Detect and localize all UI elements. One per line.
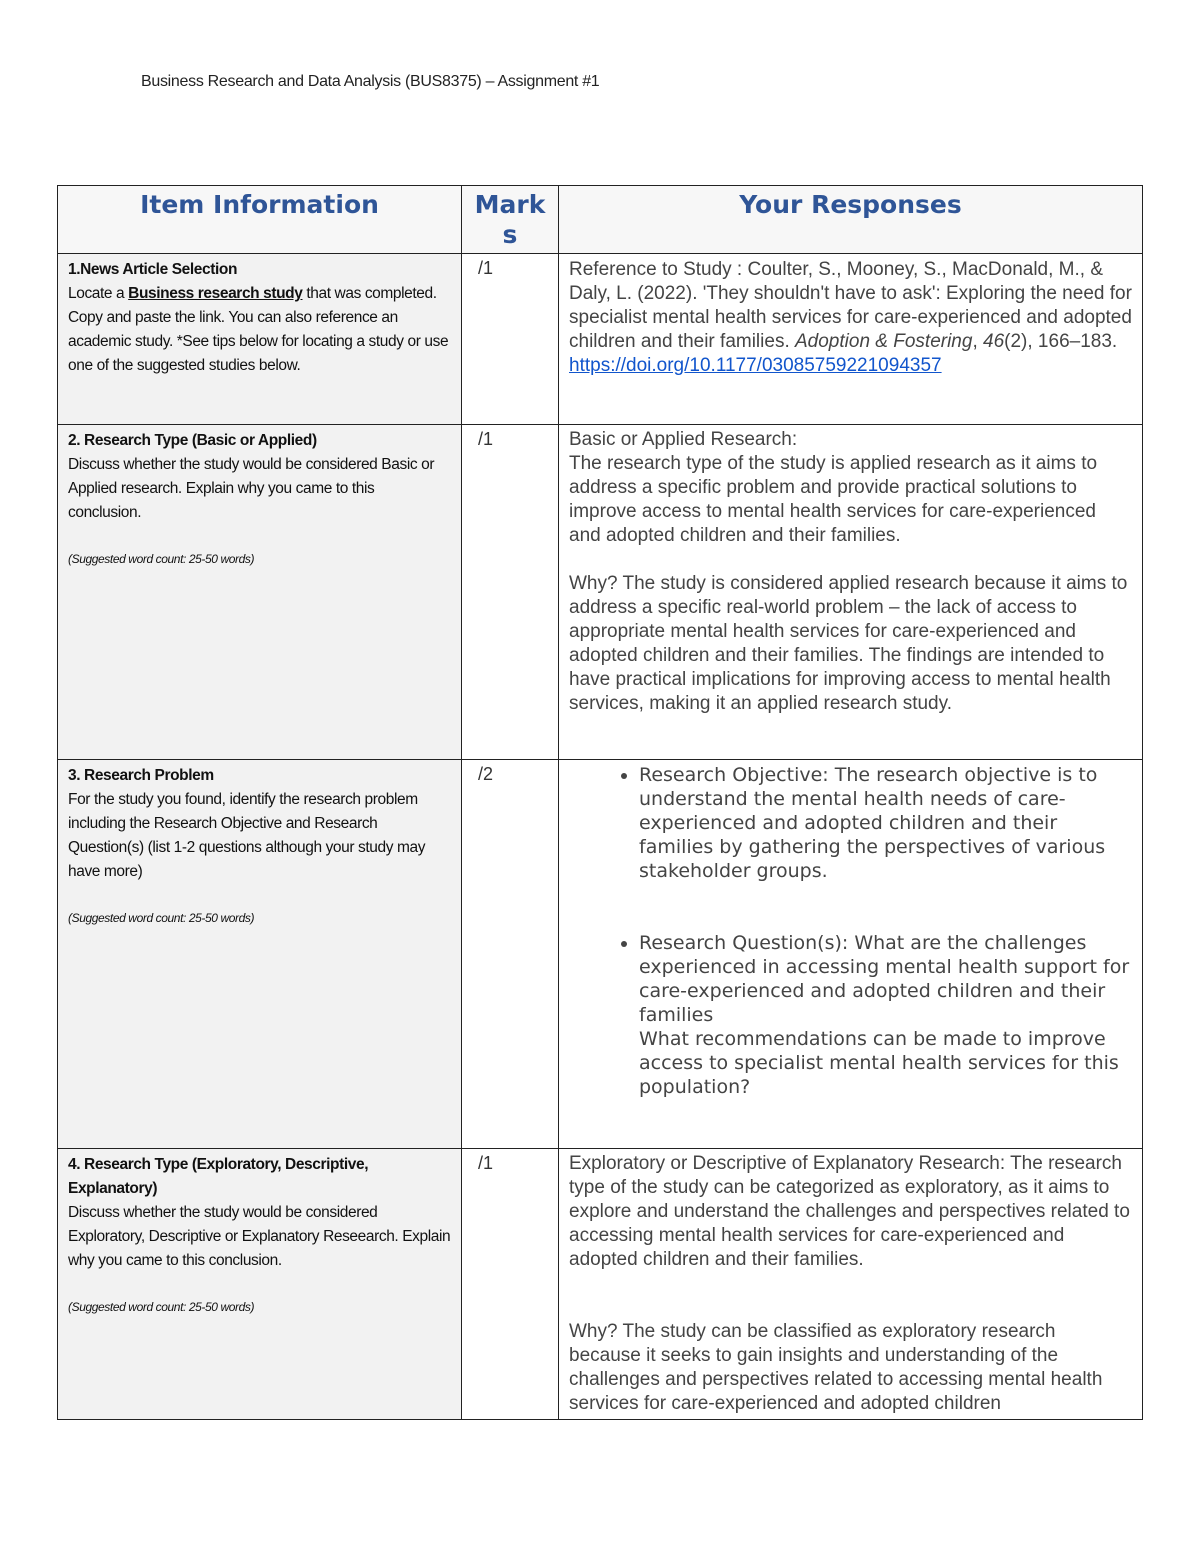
- table-row: [58, 425, 1143, 760]
- marks-cell: /1: [462, 254, 559, 425]
- response-cell[interactable]: [559, 425, 1143, 760]
- marks-cell: /1: [462, 1149, 559, 1420]
- table-header-row: [58, 186, 1143, 254]
- doi-link[interactable]: https://doi.org/10.1177/03085759221094357: [569, 355, 942, 376]
- item-title: 2. Research Type (Basic or Applied): [68, 432, 317, 449]
- response-heading: Basic or Applied Research:: [569, 429, 798, 450]
- response-cell[interactable]: [559, 1149, 1143, 1420]
- response-cell[interactable]: Reference to Study : Coulter, S., Mooney, S., MacDonald, M., & Daly, L. (2022). 'They shouldn't have to ask': Exploring the need for specialist mental health services for care-experienced and adopted children and their families. Adoption & Fostering, 46(2), 166–183. https://doi.org/10.1177/03085759221094357: [559, 254, 1143, 425]
- assignment-table: [57, 185, 1143, 1420]
- response-cell[interactable]: [559, 760, 1143, 1149]
- col-item-information: Item Information: [58, 186, 462, 254]
- bullet-research-questions: • Research Question(s): What are the challenges experienced in accessing mental health support for care-experienced and adopted children and their families What recommendations can be made to improve access to specialist mental health services for this population?: [639, 931, 1132, 1099]
- table-row: [58, 760, 1143, 1149]
- item-title: 1.News Article Selection: [68, 261, 238, 278]
- table-row: [58, 254, 1143, 425]
- item-cell: [58, 1149, 462, 1420]
- item-title: 4. Research Type (Exploratory, Descriptive, Explanatory): [68, 1156, 369, 1197]
- suggested-word-count: (Suggested word count: 25-50 words): [68, 911, 255, 925]
- col-marks: Mark s: [462, 186, 559, 254]
- response-paragraph: Why? The study is considered applied research because it aims to address a specific real-world problem – the lack of access to appropriate mental health services for care-experienced and adopted children and their families. The findings are intended to have practical implications for improving access to mental health services, making it an applied research study.: [569, 573, 1128, 714]
- item-description: Locate a Business research study that was completed. Copy and paste the link. You can also reference an academic study. *See tips below for locating a study or use one of the suggested studies below.: [68, 285, 449, 374]
- bullet-research-objective: • Research Objective: The research objective is to understand the mental health needs of care-experienced and adopted children and their families by gathering the perspectives of various stakeholder groups.: [639, 763, 1132, 883]
- page-header: Business Research and Data Analysis (BUS8375) – Assignment #1: [141, 73, 600, 90]
- item-description: Discuss whether the study would be considered Exploratory, Descriptive or Explanatory Reseearch. Explain why you came to this conclusion.: [68, 1204, 451, 1269]
- response-paragraph: Exploratory or Descriptive of Explanatory Research: The research type of the study can be categorized as exploratory, as it aims to explore and understand the challenges and perspectives related to accessing mental health services for care-experienced and adopted children and their families.: [569, 1153, 1130, 1270]
- response-paragraph: Why? The study can be classified as exploratory research because it seeks to gain insights and understanding of the challenges and perspectives related to accessing mental health services for care-experienced and adopted children: [569, 1321, 1103, 1414]
- suggested-word-count: (Suggested word count: 25-50 words): [68, 1300, 255, 1314]
- col-your-responses: Your Responses: [559, 186, 1143, 254]
- item-cell: [58, 425, 462, 760]
- table-row: [58, 1149, 1143, 1420]
- item-title: 3. Research Problem: [68, 767, 214, 784]
- item-cell: [58, 254, 462, 425]
- response-paragraph: The research type of the study is applied research as it aims to address a specific problem and provide practical solutions to improve access to mental health services for care-experienced and adopted children and their families.: [569, 453, 1098, 546]
- suggested-word-count: (Suggested word count: 25-50 words): [68, 552, 255, 566]
- item-cell: [58, 760, 462, 1149]
- item-description: Discuss whether the study would be considered Basic or Applied research. Explain why you came to this conclusion.: [68, 456, 435, 521]
- marks-cell: /1: [462, 425, 559, 760]
- item-description: For the study you found, identify the research problem including the Research Objective and Research Question(s) (list 1-2 questions although your study may have more): [68, 791, 426, 880]
- marks-cell: /2: [462, 760, 559, 1149]
